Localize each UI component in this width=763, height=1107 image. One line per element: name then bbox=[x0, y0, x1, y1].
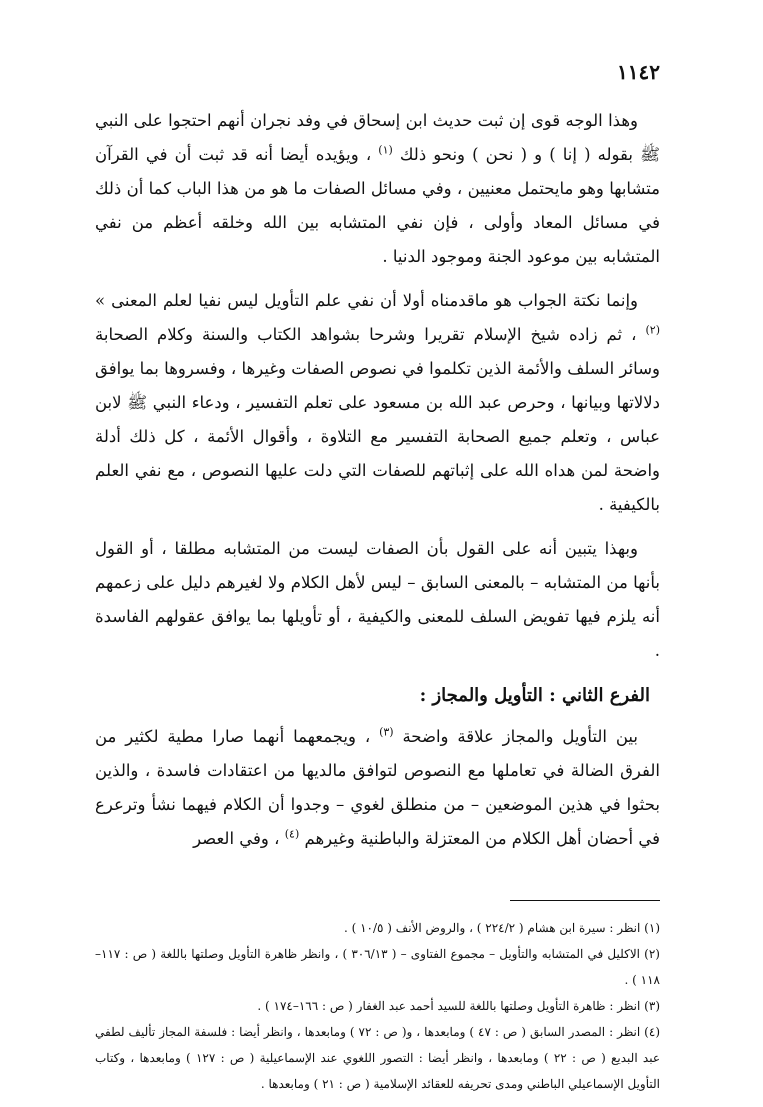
paragraph-text: ، ويؤيده أيضا أنه قد ثبت أن في القرآن متشابها وهو مايحتمل معنيين ، وفي مسائل الصفات ما هو من هذا الباب كما أن ذلك في مسائل المعاد وأولى ، فإن نفي المتشابه بين الله وخلقه أعظم من نفي المتشابه بين موعود الجنة وموجود الدنيا . bbox=[95, 145, 660, 266]
paragraph: وبهذا يتبين أنه على القول بأن الصفات ليست من المتشابه مطلقا ، أو القول بأنها من المتشابه – بالمعنى السابق – ليس لأهل الكلام ولا لغيرهم دليل على زعمهم أنه يلزم فيها تفويض السلف للمعنى والكيفية ، أو تأويلها بما يوافق عقولهم الفاسدة . bbox=[95, 539, 660, 660]
paragraph bbox=[95, 104, 660, 274]
footnote-divider bbox=[510, 900, 660, 901]
main-text bbox=[95, 104, 660, 856]
section-heading: الفرع الثاني : التأويل والمجاز : bbox=[419, 685, 650, 706]
footnote-item: (٣) انظر : ظاهرة التأويل وصلتها باللغة للسيد أحمد عبد الغفار ( ص : ١٦٦–١٧٤ ) . bbox=[257, 999, 660, 1013]
paragraph-text: ، ويجمعهما أنهما صارا مطية لكثير من الفرق الضالة في تعاملها مع النصوص لتوافق مالديها من اعتقادات فاسدة ، والذين بحثوا في هذين الموضعين – من منطلق لغوي – وجدوا أن الكلام فيهما نشأ وترعرع في أحضان أهل الكلام من المعتزلة والباطنية وغيرهم bbox=[95, 727, 660, 848]
paragraph-text: ، ثم زاده شيخ الإسلام تقريرا وشرحا بشواهد الكتاب والسنة وكلام الصحابة وسائر السلف والأئمة الذين تكلموا في نصوص الصفات وغيرها ، وفسروها بما يوافق دلالاتها وبيانها ، وحرص عبد الله بن مسعود على تعلم التفسير ، ودعاء النبي ﷺ لابن عباس ، وتعلم جميع الصحابة التفسير مع التلاوة ، وأقوال الأئمة ، كل ذلك أدلة واضحة لمن هداه الله على إثباتهم للصفات التي دلت عليها النصوص ، مع نفي العلم بالكيفية . bbox=[95, 325, 660, 514]
paragraph-text: وهذا الوجه قوى إن ثبت حديث ابن إسحاق في وفد نجران أنهم احتجوا على النبي ﷺ بقوله ( إنا ) و ( نحن ) ونحو ذلك bbox=[95, 111, 660, 164]
footnotes bbox=[95, 915, 660, 1097]
footnote-ref: (٢) bbox=[645, 323, 660, 337]
footnote-item: (٢) الاكليل في المتشابه والتأويل – مجموع الفتاوى – ( ٣٠٦/١٣ ) ، وانظر ظاهرة التأويل وصلتها باللغة ( ص : ١١٧–١١٨ ) . bbox=[95, 947, 660, 987]
paragraph-text: بين التأويل والمجاز علاقة واضحة bbox=[393, 727, 638, 746]
paragraph-text: وإنما نكتة الجواب هو ماقدمناه أولا أن نفي علم التأويل ليس نفيا لعلم المعنى » bbox=[95, 291, 638, 310]
paragraph bbox=[95, 284, 660, 522]
paragraph-text: ، وفي العصر bbox=[193, 829, 285, 848]
footnote-ref: (٤) bbox=[284, 827, 300, 841]
footnote-ref: (١) bbox=[378, 143, 393, 157]
footnote-ref: (٣) bbox=[379, 725, 394, 739]
footnote-item: (١) انظر : سيرة ابن هشام ( ٢٢٤/٢ ) ، والروض الأنف ( ١٠/٥ ) . bbox=[343, 921, 660, 935]
page-number: ١١٤٢ bbox=[617, 60, 660, 84]
footnote-item: (٤) انظر : المصدر السابق ( ص : ٤٧ ) ومابعدها ، و( ص : ٧٢ ) ومابعدها ، وانظر أيضا : فلسفة المجاز تأليف لطفي عبد البديع ( ص : ٢٢ ) ومابعدها ، وانظر أيضا : التصور اللغوي عند الإسماعيلية ( ص : ١٢٧ ) ومابعدها ، وكتاب التأويل الإسماعيلي الباطني ومدى تحريفه للعقائد الإسلامية ( ص : ٢١ ) ومابعدها . bbox=[95, 1025, 661, 1091]
document-page bbox=[95, 60, 660, 1097]
paragraph bbox=[95, 720, 660, 856]
